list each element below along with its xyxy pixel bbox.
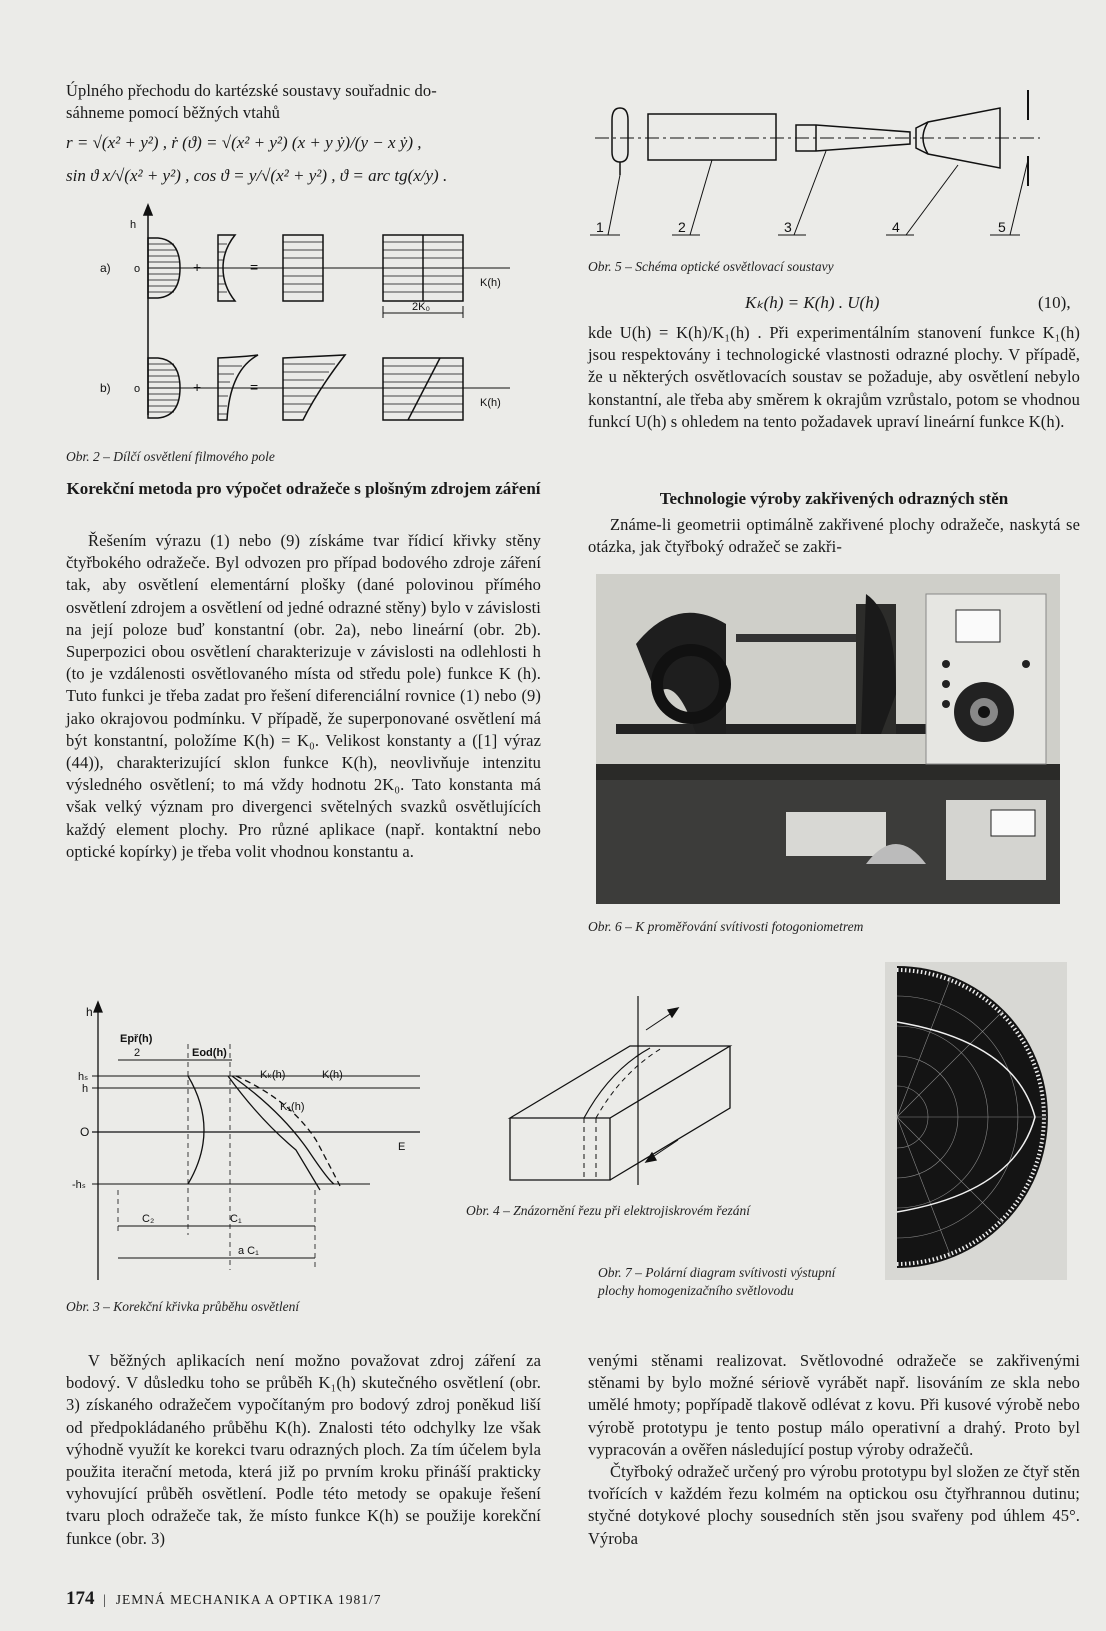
fig2-origin-a: o [134, 263, 141, 275]
fig2-kh-b: K(h) [480, 397, 501, 409]
fig5-homogenizer [648, 114, 776, 160]
fig2-origin-b: o [134, 383, 141, 395]
journal-name: JEMNÁ MECHANIKA A OPTIKA 1981/7 [115, 1592, 382, 1607]
fig3-label-hs: hₛ [78, 1071, 89, 1083]
fig4-cut-curve [584, 1048, 650, 1118]
fig5-label-5: 5 [998, 219, 1006, 235]
fig3-h-arrow [94, 1002, 102, 1012]
section-paragraph-text: Řešením výrazu (1) nebo (9) získáme tvar řídicí křivky stěny čtyřbokého odražeče. Byl odvozen pro případ bodového zdroje záření tak, aby osvětlení elementární plošky (dané polovinou přímého osvětlení zdrojem a osvětlení od jedné odrazné stěny) bylo v závislosti na její poloze buď konstantní (obr. 2a), nebo lineární (obr. 2b). Superpozici obou osvětlení charakterizuje v závislosti na odlehlosti h (to je vzdálenosti osvětlovaného místa od středu pole) funkce K (h). Tuto funkci je třeba zadat pro řešení diferenciální rovnice (1) nebo (9) jako okrajovou podmínku. V případě, že superponované osvětlení má být konstantní, položíme K(h) = K₀. Velikost konstanty a ([1] výraz (44)), charakterizující sklon funkce K(h), neovlivňuje intenzitu výsledného osvětlení; to má vždy hodnotu 2K₀. Tato konstanta má však velký význam pro divergenci světelných svazků osvětlujících každý element plochy. Pro různé aplikace (např. kontaktní nebo optické kopírky) je třeba volit vhodnou konstantu a. [66, 531, 541, 861]
formula-angles: sin ϑ x/√(x² + y²) , cos ϑ = y/√(x² + y²) , ϑ = arc tg(x/y) . [66, 166, 448, 185]
fig2-h-arrow [144, 205, 152, 215]
fig3-label-minus-hs: -hₛ [72, 1179, 86, 1191]
fig2-label-b: b) [100, 381, 111, 395]
fig5-label-3: 3 [784, 219, 792, 235]
bottom-left-paragraph [66, 1350, 541, 1550]
section-heading: Korekční metoda pro výpočet odražeče s plošným zdrojem záření [66, 479, 541, 498]
fig3-k1-curve [228, 1076, 320, 1190]
fig3-kk-curve [232, 1076, 334, 1184]
fig2-label-h: h [130, 219, 137, 231]
figure-3-diagram [70, 990, 450, 1300]
intro-line-2: sáhneme pomocí běžných vtahů [66, 103, 281, 123]
fig2-plus-b: + [193, 379, 202, 395]
fig5-label-2: 2 [678, 219, 686, 235]
page-footer [66, 1588, 381, 1610]
fig3-k-curve [236, 1076, 340, 1186]
figure-2-diagram [90, 200, 540, 430]
bottom-left-text: V běžných aplikacích není možno považovat zdroj záření za bodový. V důsledku toho se průběh K₁(h) skutečného osvětlení (obr. 3) získaného odražečem vypočítaným pro bodový zdroj poněkud liší od předpokládaného průběhu K(h). Znalosti této odchylky lze však výhodně využít ke korekci tvaru odrazných ploch. Za tím účelem byla použita iterační metoda, která již po prvním kroku přináší prakticky vyhovující průběh osvětlení. Podle této metody se opakuje řešení tvaru ploch odražeče tak, že místo funkce K(h) se použije korekční funkce (obr. 3) [66, 1351, 541, 1548]
fig3-label-epr: Epř(h) [120, 1033, 153, 1045]
fig2-2k0: 2K₀ [412, 301, 431, 313]
fig3-label-origin: O [80, 1125, 90, 1139]
fig5-label-1: 1 [596, 219, 604, 235]
formula-polar: r = √(x² + y²) , ṙ (ϑ) = √(x² + y²) (x + y ẏ)/(y − x ẏ) , [66, 133, 422, 152]
figure-6-photo [596, 574, 1060, 904]
fig3-label-k: K(h) [322, 1069, 343, 1081]
technology-paragraph [588, 514, 1080, 558]
fig2-kh-a: K(h) [480, 277, 501, 289]
fig2-plus-a: + [193, 259, 202, 275]
right-top-paragraph: kde U(h) = K(h)/K₁(h) . Při experimentálním stanovení funkce K₁(h) jsou respektovány i technologické vlastnosti odrazné plochy. V případě, že u některých osvětlovacích soustav se požaduje, aby osvětlení nebylo konstantní, ale třeba aby směrem k okrajům vzrůstalo, potom se vhodnou funkcí U(h) s ohledem na tento požadavek upraví lineární funkce K(h). [588, 323, 1080, 431]
section-paragraph [66, 530, 541, 863]
figure-4-diagram [500, 990, 760, 1190]
fig3-label-hh: h [82, 1083, 89, 1095]
figure-5-caption: Obr. 5 – Schéma optické osvětlovací soustavy [588, 259, 834, 274]
fig4-block-side [610, 1046, 730, 1180]
fig3-label-kk: Kₖ(h) [260, 1069, 286, 1081]
equation-10-number: (10), [1038, 293, 1071, 312]
figure-6-caption: Obr. 6 – K proměřování svítivosti fotogoniometrem [588, 919, 864, 934]
equation-10: Kₖ(h) = K(h) . U(h) [745, 293, 880, 312]
technology-heading: Technologie výroby zakřivených odrazných stěn [659, 489, 1009, 508]
fig2-label-a: a) [100, 261, 111, 275]
intro-text [66, 80, 541, 124]
figure-5-diagram [580, 80, 1080, 252]
fig6-photo-art [596, 574, 1060, 904]
figure-7-photo [885, 962, 1067, 1280]
fig2-eq-b: = [250, 379, 259, 395]
fig3-direct-curve [188, 1076, 204, 1184]
fig4-block-top [510, 1046, 730, 1118]
footer-separator: | [98, 1592, 112, 1607]
fig7-polar-art [885, 962, 1067, 1280]
page-number: 174 [66, 1588, 95, 1609]
bottom-right-text-1: venými stěnami realizovat. Světlovodné odražeče se zakřivenými stěnami by bylo možné sériově vyrábět např. lisováním ze skla nebo umělé hmoty; popřípadě tlakově odlévat z kovu. Při kusové výrobě nebo výrobě prototypu je tento postup málo operativní a drahý. Proto byl vypracován a ověřen následující postup výroby odražečů. [588, 1351, 1080, 1459]
intro-line-1: Úplného přechodu do kartézské soustavy souřadnic do- [66, 81, 437, 100]
fig3-label-epr-den: 2 [134, 1047, 141, 1059]
fig3-label-h: h [86, 1005, 93, 1019]
figure-7-caption: Obr. 7 – Polární diagram svítivosti výstupní plochy homogenizačního světlovodu [598, 1265, 836, 1298]
fig3-label-k1: K₁(h) [280, 1101, 305, 1113]
fig5-lamp [612, 108, 628, 162]
figure-2-caption: Obr. 2 – Dílčí osvětlení filmového pole [66, 449, 275, 464]
fig3-label-c1: C₁ [230, 1213, 242, 1225]
figure-4-caption: Obr. 4 – Znázornění řezu při elektrojiskrovém řezání [466, 1203, 750, 1218]
fig3-label-ac1: a C₁ [238, 1245, 259, 1257]
technology-paragraph-text: Známe-li geometrii optimálně zakřivené plochy odražeče, naskytá se otázka, jak čtyřboký odražeč se zakři- [588, 515, 1080, 557]
fig5-label-4: 4 [892, 219, 900, 235]
fig3-label-c2: C₂ [142, 1213, 155, 1225]
fig2-eq-a: = [250, 259, 259, 275]
fig4-block-front [510, 1118, 610, 1180]
figure-3-caption: Obr. 3 – Korekční křivka průběhu osvětlení [66, 1299, 300, 1314]
fig3-label-eod: Eod(h) [192, 1047, 227, 1059]
bottom-right-text-2: Čtyřboký odražeč určený pro výrobu prototypu byl složen ze čtyř stěn tvořících v každém řezu kolmém na optickou osu čtyřhrannou dutinu; styčné dotykové plochy sousedních stěn jsou svařeny pod úhlem 45°. Výroba [588, 1462, 1080, 1548]
fig2b-total-rect [383, 358, 463, 420]
fig3-label-e: E [398, 1141, 406, 1153]
bottom-right-paragraphs [588, 1350, 1080, 1550]
